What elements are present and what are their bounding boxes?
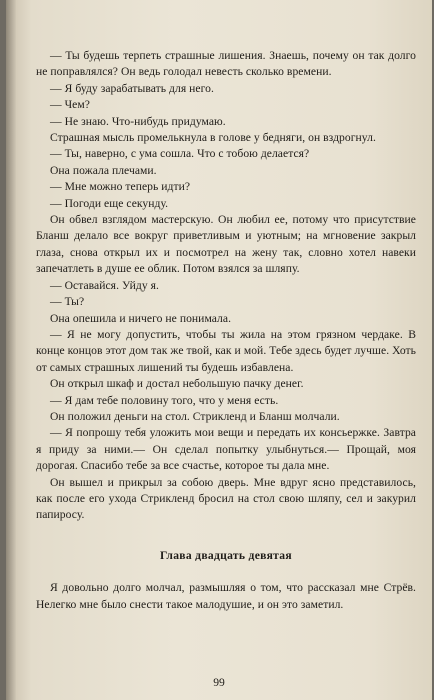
paragraph: — Мне можно теперь идти? bbox=[50, 180, 191, 194]
paragraph: Она пожала плечами. bbox=[50, 163, 157, 177]
paragraph: — Чем? bbox=[50, 98, 90, 112]
paragraph: — Не знаю. Что-нибудь придумаю. bbox=[50, 114, 226, 128]
paragraph: Я довольно долго молчал, размышляя о том, что рассказал мне Стрёв. Нелегко мне было снести такое малодушие, и он это заметил. bbox=[36, 581, 416, 611]
chapter-paragraphs bbox=[36, 580, 416, 613]
paragraph: Он положил деньги на стол. Стрикленд и Бланш молчали. bbox=[50, 409, 340, 423]
paragraph: — Погоди еще секунду. bbox=[50, 196, 169, 210]
paragraph: — Я буду зарабатывать для него. bbox=[50, 81, 214, 95]
paragraph: — Оставайся. Уйду я. bbox=[50, 278, 159, 292]
body-paragraphs bbox=[36, 48, 416, 524]
paragraph: — Я дам тебе половину того, что у меня есть. bbox=[50, 393, 279, 407]
paragraph: Она опешила и ничего не понимала. bbox=[50, 311, 232, 325]
paragraph: Он обвел взглядом мастерскую. Он любил ее, потому что присутствие Бланш делало все вокруг приветливым и уютным; на мгновение закрыл глаза, снова открыл их и посмотрел на жену так, словно хотел навеки запечатлеть в душе ее облик. Потом взялся за шляпу. bbox=[36, 213, 416, 276]
paragraph: — Ты будешь терпеть страшные лишения. Знаешь, почему он так долго не поправлялся? Он ведь голодал невесть сколько времени. bbox=[36, 49, 416, 79]
book-page bbox=[6, 0, 432, 700]
paragraph: — Ты? bbox=[50, 295, 85, 309]
paragraph: Он вышел и прикрыл за собою дверь. Мне вдруг ясно представилось, как после его ухода Стрикленд бросил на стол свою шляпу, сел и закурил папиросу. bbox=[36, 475, 416, 522]
page-number: 99 bbox=[213, 676, 225, 689]
chapter-heading: Глава двадцать девятая bbox=[160, 548, 292, 562]
page-body bbox=[36, 48, 416, 613]
paragraph: — Я попрошу тебя уложить мои вещи и передать их консьержке. Завтра я приду за ними.— Он сделал попытку улыбнуться.— Прощай, моя дорогая. Спасибо тебе за все счастье, которое ты дала мне. bbox=[36, 426, 416, 473]
book-spine-shadow bbox=[6, 0, 16, 700]
paragraph: Он открыл шкаф и достал небольшую пачку денег. bbox=[50, 377, 304, 391]
paragraph: Страшная мысль промелькнула в голове у бедняги, он вздрогнул. bbox=[50, 131, 376, 145]
paragraph: — Я не могу допустить, чтобы ты жила на этом грязном чердаке. В конце концов этот дом так же твой, как и мой. Тебе здесь будет лучше. Хоть от самых страшных лишений ты будешь избавлена. bbox=[36, 327, 416, 374]
paragraph: — Ты, наверно, с ума сошла. Что с тобою делается? bbox=[50, 147, 310, 161]
